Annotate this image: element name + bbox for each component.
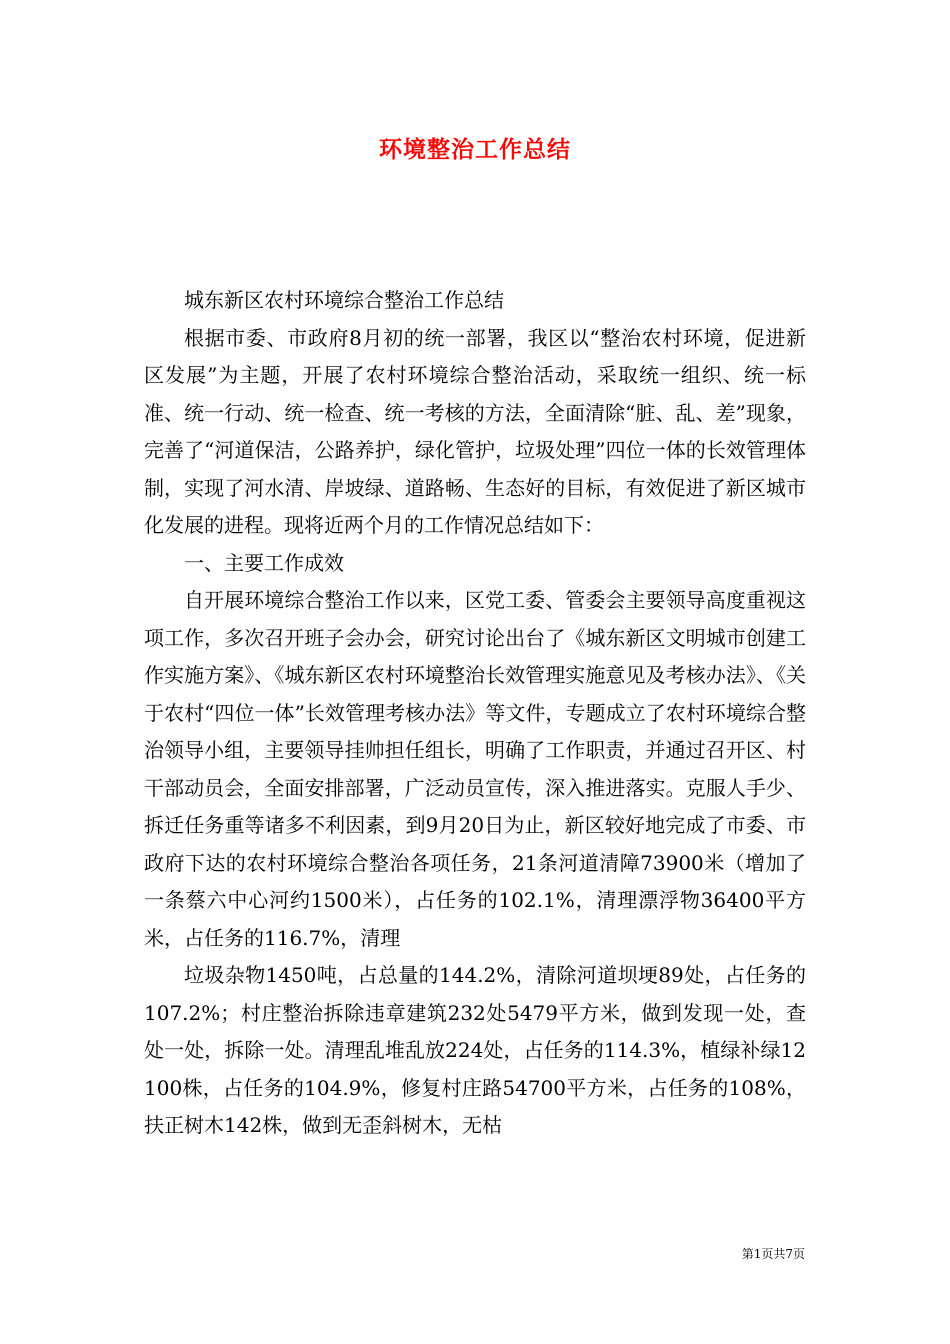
section-heading: 一、主要工作成效	[184, 550, 344, 575]
document-body	[144, 282, 806, 1145]
page-number: 第1页共7页	[741, 1247, 805, 1261]
paragraph-intro: 根据市委、市政府8月初的统一部署，我区以“整治农村环境，促进新区发展”为主题，开展了农村环境综合整治活动，采取统一组织、统一标准、统一行动、统一检查、统一考核的方法，全面清除“脏、乱、差”现象，完善了“河道保洁，公路养护，绿化管护，垃圾处理”四位一体的长效管理体制，实现了河水清、岸坡绿、道路畅、生态好的目标，有效促进了新区城市化发展的进程。现将近两个月的工作情况总结如下：	[144, 325, 806, 537]
paragraph-achievements: 自开展环境综合整治工作以来，区党工委、管委会主要领导高度重视这项工作，多次召开班子会办会，研究讨论出台了《城东新区文明城市创建工作实施方案》、《城东新区农村环境整治长效管理实施意见及考核办法》、《关于农村“四位一体”长效管理考核办法》等文件，专题成立了农村环境综合整治领导小组，主要领导挂帅担任组长，明确了工作职责，并通过召开区、村干部动员会，全面安排部署，广泛动员宣传，深入推进落实。克服人手少、拆迁任务重等诸多不利因素，到9月20日为止，新区较好地完成了市委、市政府下达的农村环境综合整治各项任务，21条河道清障73900米（增加了一条蔡六中心河约1500米），占任务的102.1%，清理漂浮物36400平方米，占任务的116.7%，清理	[144, 588, 806, 950]
paragraph-subtitle: 城东新区农村环境综合整治工作总结	[184, 288, 504, 312]
document-title: 环境整治工作总结	[379, 136, 571, 163]
paragraph-results: 垃圾杂物1450吨，占总量的144.2%，清除河道坝埂89处，占任务的107.2%；村庄整治拆除违章建筑232处5479平方米，做到发现一处，查处一处，拆除一处。清理乱堆乱放224处，占任务的114.3%，植绿补绿12100株，占任务的104.9%，修复村庄路54700平方米，占任务的108%，扶正树木142株，做到无歪斜树木，无枯	[144, 963, 806, 1137]
